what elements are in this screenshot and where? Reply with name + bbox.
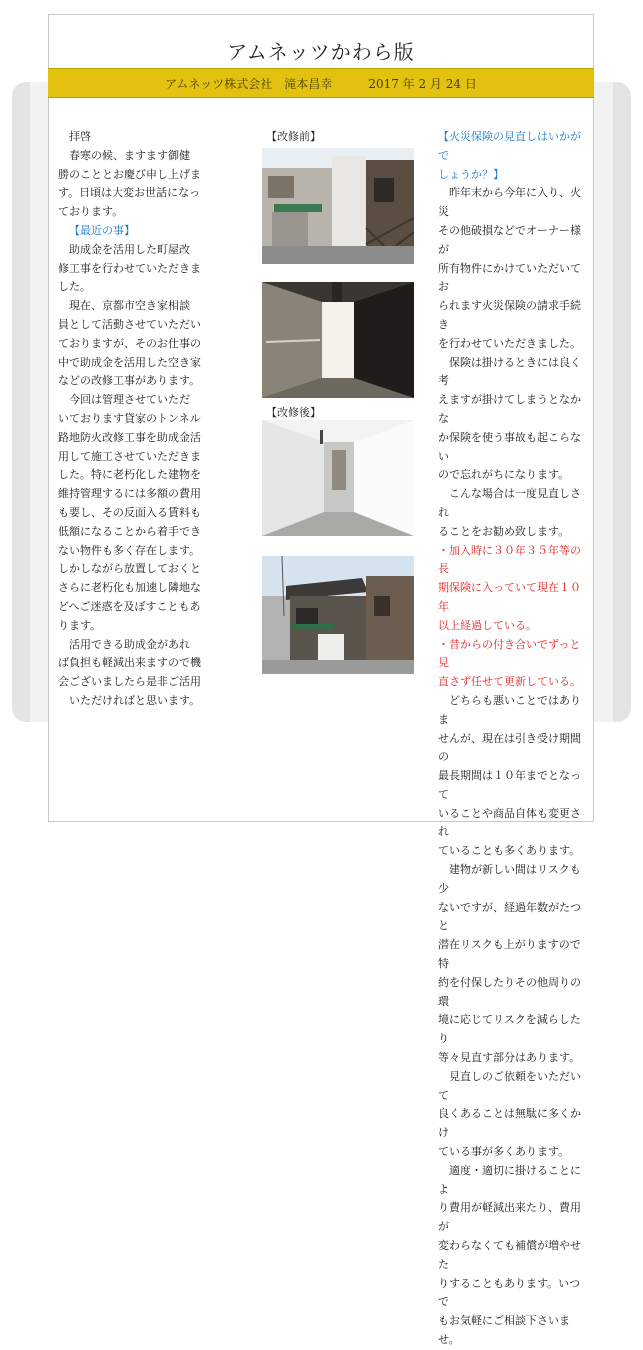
text-line: 良くあることは無駄に多くかけ — [438, 1107, 581, 1140]
text-line: ば負担も軽減出来ますので機 — [58, 656, 201, 670]
text-line: こんな場合は一度見直しされ — [438, 487, 581, 519]
text-line: を行わせていただきました。 — [438, 336, 581, 350]
text-line: す。日頃は大変お世話になっ — [58, 186, 201, 200]
text-line: ります。 — [58, 618, 102, 632]
text-line: した。 — [58, 280, 91, 294]
photo-before-exterior — [262, 148, 414, 264]
section-heading-insurance: 【火災保険の見直しはいかがで — [438, 130, 581, 162]
text-line: 変わらなくても補償が増やせた — [438, 1239, 581, 1271]
text-line: その他破損などでオーナー様が — [438, 223, 581, 256]
text-line: か保険を使う事故も起こらない — [438, 430, 581, 463]
photo-before-alley — [262, 282, 414, 398]
warning-line: ・昔からの付き合いでずっと見 — [438, 637, 581, 670]
newsletter-title: アムネッツかわら版 — [227, 40, 415, 64]
issue-date: 2017 年 2 月 24 日 — [368, 76, 477, 91]
text-line: 助成金を活用した町屋改 — [69, 242, 190, 256]
text-line: ております。 — [58, 205, 124, 219]
text-line: しかしながら放置しておくと — [58, 562, 201, 576]
text-line: 保険は掛けるときには良く考 — [438, 355, 581, 388]
text-line: 等々見直す部分はあります。 — [438, 1051, 581, 1065]
text-line: 中で助成金を活用した空き家 — [58, 355, 201, 369]
text-line: もお気軽にご相談下さいませ。 — [438, 1314, 570, 1346]
text-line: せんが、現在は引き受け期間の — [438, 731, 581, 764]
text-line: 低額になることから着手でき — [58, 524, 201, 538]
text-line: 最長期間は１０年までとなって — [438, 769, 581, 801]
warning-line: 以上経過している。 — [438, 618, 537, 632]
text-line: 適度・適切に掛けることによ — [438, 1163, 581, 1196]
text-line: 建物が新しい間はリスクも少 — [438, 863, 581, 895]
text-line: ている事が多くあります。 — [438, 1145, 570, 1159]
section-heading-insurance-cont: しょうか？】 — [438, 167, 504, 181]
text-line: ない物件も多く存在します。 — [58, 543, 201, 557]
text-line: りすることもあります。いつで — [438, 1276, 581, 1309]
text-line: 昨年末から今年に入り、火災 — [438, 186, 581, 219]
warning-line: 期保険に入っていて現在１０年 — [438, 581, 581, 613]
text-line: 員として活動させていただい — [58, 317, 201, 331]
text-line: 維持管理するには多額の費用 — [58, 487, 201, 501]
text-line: 見直しのご依頼をいただいて — [438, 1069, 581, 1102]
text-line: 修工事を行わせていただきま — [58, 261, 201, 275]
text-line: も要し、その反面入る賃料も — [58, 505, 201, 519]
text-line: ることをお勧め致します。 — [438, 524, 570, 538]
company-name: アムネッツ株式会社 滝本昌幸 — [165, 76, 333, 91]
text-line: した。特に老朽化した建物を — [58, 468, 201, 482]
warning-line: 直さず任せて更新している。 — [438, 675, 581, 689]
text-line: ておりますが、そのお仕事の — [58, 336, 201, 350]
photo-after-alley — [262, 420, 414, 536]
text-line: いております貸家のトンネル — [58, 411, 201, 425]
text-line: 約を付保したりその他周りの環 — [438, 975, 581, 1008]
text-line: 活用できる助成金があれ — [69, 637, 190, 651]
after-label: 【改修後】 — [266, 406, 321, 419]
text-line: 会ございましたら是非ご活用 — [58, 675, 201, 689]
text-line: り費用が軽減出来たり、費用が — [438, 1201, 581, 1234]
text-line: 境に応じてリスクを減らしたり — [438, 1013, 581, 1046]
text-line: どちらも悪いことではありま — [438, 693, 581, 726]
left-column — [58, 128, 218, 711]
text-line: られます火災保険の請求手続き — [438, 299, 581, 331]
text-line: 潜在リスクも上がりますので特 — [438, 938, 581, 971]
greeting: 拝啓 — [69, 130, 91, 143]
text-line: 春寒の候、ますます御健 — [69, 148, 190, 162]
section-heading-recent: 【最近の事】 — [69, 223, 135, 237]
text-line: 現在、京都市空き家相談 — [69, 299, 190, 313]
right-column — [438, 128, 588, 1350]
photo-after-exterior — [262, 556, 414, 674]
text-line: どへご迷惑を及ぼすこともあ — [58, 599, 201, 613]
text-line: ないですが、経過年数がたつと — [438, 900, 581, 933]
text-line: などの改修工事があります。 — [58, 374, 201, 388]
before-label: 【改修前】 — [266, 130, 321, 143]
text-line: 路地防火改修工事を助成金活 — [58, 430, 201, 444]
text-line: ので忘れがちになります。 — [438, 468, 570, 482]
text-line: 今回は管理させていただ — [69, 393, 190, 407]
text-line: いることや商品自体も変更され — [438, 806, 581, 839]
text-line: ていることも多くあります。 — [438, 844, 581, 858]
text-line: 勝のこととお慶び申し上げま — [58, 167, 201, 181]
text-line: いただければと思います。 — [69, 693, 201, 707]
warning-line: ・加入時に３０年３５年等の長 — [438, 543, 581, 576]
text-line: 所有物件にかけていただいてお — [438, 261, 581, 294]
header-banner — [48, 68, 594, 98]
text-line: 用して施工させていただきま — [58, 449, 201, 463]
text-line: さらに老朽化も加速し隣地な — [58, 581, 201, 595]
text-line: えますが掛けてしまうとなかな — [438, 393, 581, 425]
